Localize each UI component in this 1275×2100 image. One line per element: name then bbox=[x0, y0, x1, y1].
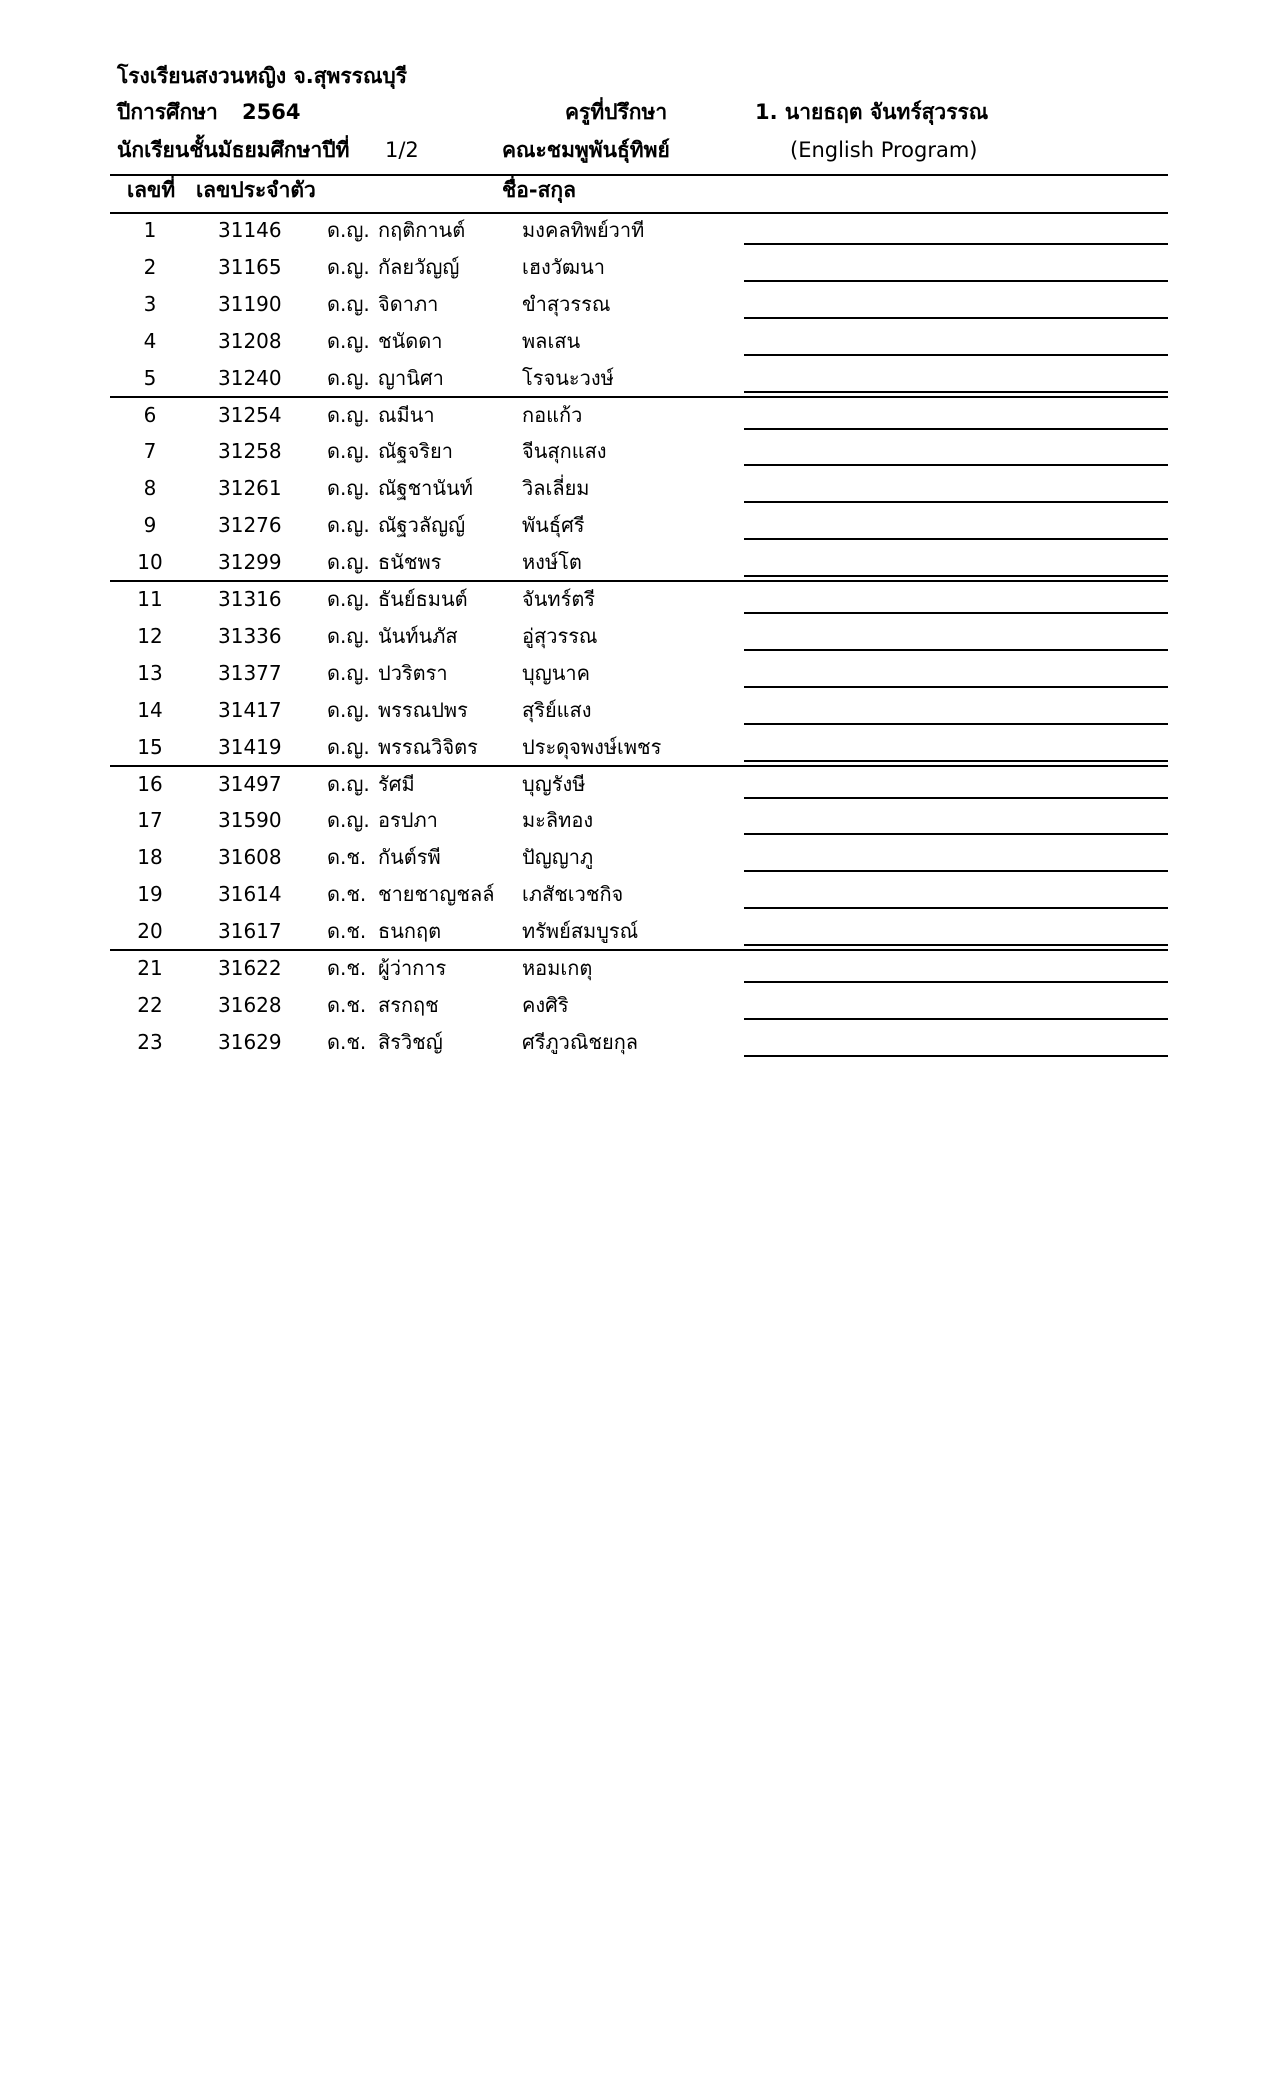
student-prefix: ด.ช. bbox=[327, 956, 367, 980]
student-first-name: นันท์นภัส bbox=[378, 623, 458, 648]
student-last-name: สุริย์แสง bbox=[522, 697, 592, 722]
table-row bbox=[0, 804, 1275, 840]
student-last-name: อู่สุวรรณ bbox=[522, 623, 598, 648]
student-last-name: เภสัชเวชกิจ bbox=[522, 882, 624, 907]
student-last-name: พลเสน bbox=[522, 328, 581, 353]
student-number: 20 bbox=[137, 919, 163, 944]
table-row bbox=[0, 952, 1275, 988]
student-number: 21 bbox=[137, 956, 163, 980]
student-id: 31614 bbox=[218, 882, 282, 907]
signature-line bbox=[744, 944, 1168, 946]
student-first-name: สิรวิชญ์ bbox=[378, 1029, 443, 1054]
student-prefix: ด.ญ. bbox=[327, 513, 370, 538]
table-row bbox=[0, 325, 1275, 361]
class-value: 1/2 bbox=[385, 138, 419, 162]
advisor-name: 1. นายธฤต จันทร์สุวรรณ bbox=[755, 100, 989, 124]
student-prefix: ด.ญ. bbox=[327, 623, 370, 648]
signature-line bbox=[744, 686, 1168, 688]
student-number: 10 bbox=[137, 550, 163, 575]
signature-line bbox=[744, 464, 1168, 466]
student-number: 22 bbox=[137, 992, 163, 1017]
student-prefix: ด.ญ. bbox=[327, 254, 370, 279]
student-first-name: ณัฐชานันท์ bbox=[378, 476, 473, 501]
student-prefix: ด.ญ. bbox=[327, 402, 370, 427]
student-first-name: กัลยวัญญ์ bbox=[378, 254, 460, 279]
student-first-name: กันต์รพี bbox=[378, 845, 441, 870]
student-number: 3 bbox=[143, 291, 157, 316]
student-id: 31419 bbox=[218, 734, 282, 759]
student-first-name: ณัฐวลัญญ์ bbox=[378, 513, 466, 538]
table-row bbox=[0, 841, 1275, 877]
signature-line bbox=[744, 870, 1168, 872]
student-id: 31617 bbox=[218, 919, 282, 944]
student-first-name: ผู้ว่าการ bbox=[378, 956, 447, 980]
table-row bbox=[0, 399, 1275, 435]
student-last-name: ขำสุวรรณ bbox=[522, 291, 611, 316]
student-first-name: ณัฐจริยา bbox=[378, 439, 453, 464]
student-prefix: ด.ญ. bbox=[327, 476, 370, 501]
class-label: นักเรียนชั้นมัธยมศึกษาปีที่ bbox=[117, 138, 350, 162]
student-last-name: หงษ์โต bbox=[522, 550, 582, 575]
student-id: 31336 bbox=[218, 623, 282, 648]
student-first-name: พรรณวิจิตร bbox=[378, 734, 478, 759]
student-id: 31254 bbox=[218, 402, 282, 427]
table-row bbox=[0, 546, 1275, 582]
student-first-name: กฤติกานต์ bbox=[378, 218, 466, 242]
column-header-no: เลขที่ bbox=[127, 178, 176, 202]
student-number: 7 bbox=[143, 439, 157, 464]
student-number: 12 bbox=[137, 623, 163, 648]
signature-line bbox=[744, 1018, 1168, 1020]
student-prefix: ด.ช. bbox=[327, 882, 367, 907]
group-separator bbox=[110, 396, 1168, 398]
student-id: 31165 bbox=[218, 254, 282, 279]
student-first-name: รัศมี bbox=[378, 771, 415, 796]
student-number: 17 bbox=[137, 808, 163, 833]
program-name: (English Program) bbox=[790, 138, 978, 162]
student-id: 31208 bbox=[218, 328, 282, 353]
student-id: 31590 bbox=[218, 808, 282, 833]
table-row bbox=[0, 472, 1275, 508]
student-number: 4 bbox=[143, 328, 157, 353]
group-separator bbox=[110, 580, 1168, 582]
student-last-name: เฮงวัฒนา bbox=[522, 254, 606, 279]
student-id: 31628 bbox=[218, 992, 282, 1017]
student-last-name: วิลเลี่ยม bbox=[522, 476, 590, 501]
table-row bbox=[0, 620, 1275, 656]
student-number: 14 bbox=[137, 697, 163, 722]
student-last-name: หอมเกตุ bbox=[522, 956, 593, 980]
signature-line bbox=[744, 354, 1168, 356]
student-last-name: จันทร์ตรี bbox=[522, 587, 596, 611]
student-id: 31261 bbox=[218, 476, 282, 501]
student-first-name: อรปภา bbox=[378, 808, 438, 833]
table-row bbox=[0, 288, 1275, 324]
signature-line bbox=[744, 612, 1168, 614]
committee-name: คณะชมพูพันธุ์ทิพย์ bbox=[502, 138, 670, 162]
signature-line bbox=[744, 575, 1168, 577]
student-number: 15 bbox=[137, 734, 163, 759]
table-row bbox=[0, 509, 1275, 545]
signature-line bbox=[744, 538, 1168, 540]
column-header-student-id: เลขประจำตัว bbox=[196, 178, 316, 202]
student-prefix: ด.ช. bbox=[327, 845, 367, 870]
table-row bbox=[0, 915, 1275, 951]
student-prefix: ด.ญ. bbox=[327, 771, 370, 796]
signature-line bbox=[744, 649, 1168, 651]
student-prefix: ด.ญ. bbox=[327, 660, 370, 685]
table-row bbox=[0, 214, 1275, 250]
student-id: 31622 bbox=[218, 956, 282, 980]
student-id: 31146 bbox=[218, 218, 282, 242]
student-number: 19 bbox=[137, 882, 163, 907]
table-row bbox=[0, 768, 1275, 804]
signature-line bbox=[744, 317, 1168, 319]
student-number: 9 bbox=[143, 513, 157, 538]
table-row bbox=[0, 362, 1275, 398]
student-last-name: ปัญญาภู bbox=[522, 845, 594, 870]
student-id: 31629 bbox=[218, 1029, 282, 1054]
student-prefix: ด.ช. bbox=[327, 992, 367, 1017]
student-number: 16 bbox=[137, 771, 163, 796]
student-number: 18 bbox=[137, 845, 163, 870]
student-first-name: ปวริตรา bbox=[378, 660, 448, 685]
student-prefix: ด.ญ. bbox=[327, 808, 370, 833]
table-row bbox=[0, 435, 1275, 471]
table-row bbox=[0, 251, 1275, 287]
group-separator bbox=[110, 765, 1168, 767]
student-number: 8 bbox=[143, 476, 157, 501]
signature-line bbox=[744, 391, 1168, 393]
student-first-name: ธนัชพร bbox=[378, 550, 442, 575]
signature-line bbox=[744, 760, 1168, 762]
signature-line bbox=[744, 797, 1168, 799]
table-row bbox=[0, 583, 1275, 619]
student-number: 13 bbox=[137, 660, 163, 685]
student-first-name: จิดาภา bbox=[378, 291, 439, 316]
student-prefix: ด.ญ. bbox=[327, 734, 370, 759]
student-number: 11 bbox=[137, 587, 163, 611]
student-last-name: โรจนะวงษ์ bbox=[522, 365, 614, 390]
table-row bbox=[0, 878, 1275, 914]
signature-line bbox=[744, 981, 1168, 983]
signature-line bbox=[744, 280, 1168, 282]
student-id: 31190 bbox=[218, 291, 282, 316]
student-prefix: ด.ญ. bbox=[327, 439, 370, 464]
signature-line bbox=[744, 428, 1168, 430]
student-first-name: ชนัดดา bbox=[378, 328, 443, 353]
table-row bbox=[0, 657, 1275, 693]
student-id: 31258 bbox=[218, 439, 282, 464]
student-last-name: มงคลทิพย์วาที bbox=[522, 218, 645, 242]
student-first-name: สรกฤช bbox=[378, 992, 439, 1017]
student-prefix: ด.ญ. bbox=[327, 365, 370, 390]
student-prefix: ด.ญ. bbox=[327, 328, 370, 353]
student-prefix: ด.ญ. bbox=[327, 587, 370, 611]
student-first-name: ชายชาญชลล์ bbox=[378, 882, 495, 907]
student-first-name: ณมีนา bbox=[378, 402, 435, 427]
student-id: 31377 bbox=[218, 660, 282, 685]
student-number: 23 bbox=[137, 1029, 163, 1054]
student-id: 31299 bbox=[218, 550, 282, 575]
student-number: 5 bbox=[143, 365, 157, 390]
table-row bbox=[0, 989, 1275, 1025]
column-header-name: ชื่อ-สกุล bbox=[502, 178, 576, 202]
signature-line bbox=[744, 243, 1168, 245]
student-id: 31316 bbox=[218, 587, 282, 611]
student-last-name: จีนสุกแสง bbox=[522, 439, 607, 464]
student-last-name: กอแก้ว bbox=[522, 402, 583, 427]
student-last-name: พันธุ์ศรี bbox=[522, 513, 585, 538]
school-name: โรงเรียนสงวนหญิง จ.สุพรรณบุรี bbox=[117, 64, 408, 88]
student-last-name: คงศิริ bbox=[522, 992, 569, 1017]
student-last-name: บุญนาค bbox=[522, 660, 591, 685]
signature-line bbox=[744, 1055, 1168, 1057]
student-prefix: ด.ญ. bbox=[327, 697, 370, 722]
signature-line bbox=[744, 501, 1168, 503]
student-first-name: ญานิศา bbox=[378, 365, 444, 390]
academic-year-value: 2564 bbox=[242, 100, 301, 124]
student-last-name: ศรีภูวณิชยกุล bbox=[522, 1029, 639, 1054]
student-prefix: ด.ช. bbox=[327, 1029, 367, 1054]
student-prefix: ด.ญ. bbox=[327, 291, 370, 316]
student-prefix: ด.ญ. bbox=[327, 550, 370, 575]
student-number: 2 bbox=[143, 254, 157, 279]
table-row bbox=[0, 694, 1275, 730]
student-id: 31276 bbox=[218, 513, 282, 538]
table-row bbox=[0, 731, 1275, 767]
signature-line bbox=[744, 833, 1168, 835]
student-first-name: พรรณปพร bbox=[378, 697, 468, 722]
student-prefix: ด.ญ. bbox=[327, 218, 370, 242]
advisor-label: ครูที่ปรึกษา bbox=[565, 100, 668, 124]
student-id: 31417 bbox=[218, 697, 282, 722]
student-prefix: ด.ช. bbox=[327, 919, 367, 944]
student-first-name: ธนกฤต bbox=[378, 919, 442, 944]
student-id: 31497 bbox=[218, 771, 282, 796]
student-number: 6 bbox=[143, 402, 157, 427]
student-id: 31608 bbox=[218, 845, 282, 870]
student-last-name: บุญรังษี bbox=[522, 771, 586, 796]
student-id: 31240 bbox=[218, 365, 282, 390]
table-row bbox=[0, 1026, 1275, 1062]
student-last-name: ทรัพย์สมบูรณ์ bbox=[522, 919, 639, 944]
student-last-name: มะลิทอง bbox=[522, 808, 594, 833]
student-first-name: ธันย์ธมนต์ bbox=[378, 587, 468, 611]
signature-line bbox=[744, 723, 1168, 725]
signature-line bbox=[744, 907, 1168, 909]
student-last-name: ประดุจพงษ์เพชร bbox=[522, 734, 662, 759]
academic-year-label: ปีการศึกษา bbox=[117, 100, 218, 124]
group-separator bbox=[110, 949, 1168, 951]
student-number: 1 bbox=[143, 218, 157, 242]
